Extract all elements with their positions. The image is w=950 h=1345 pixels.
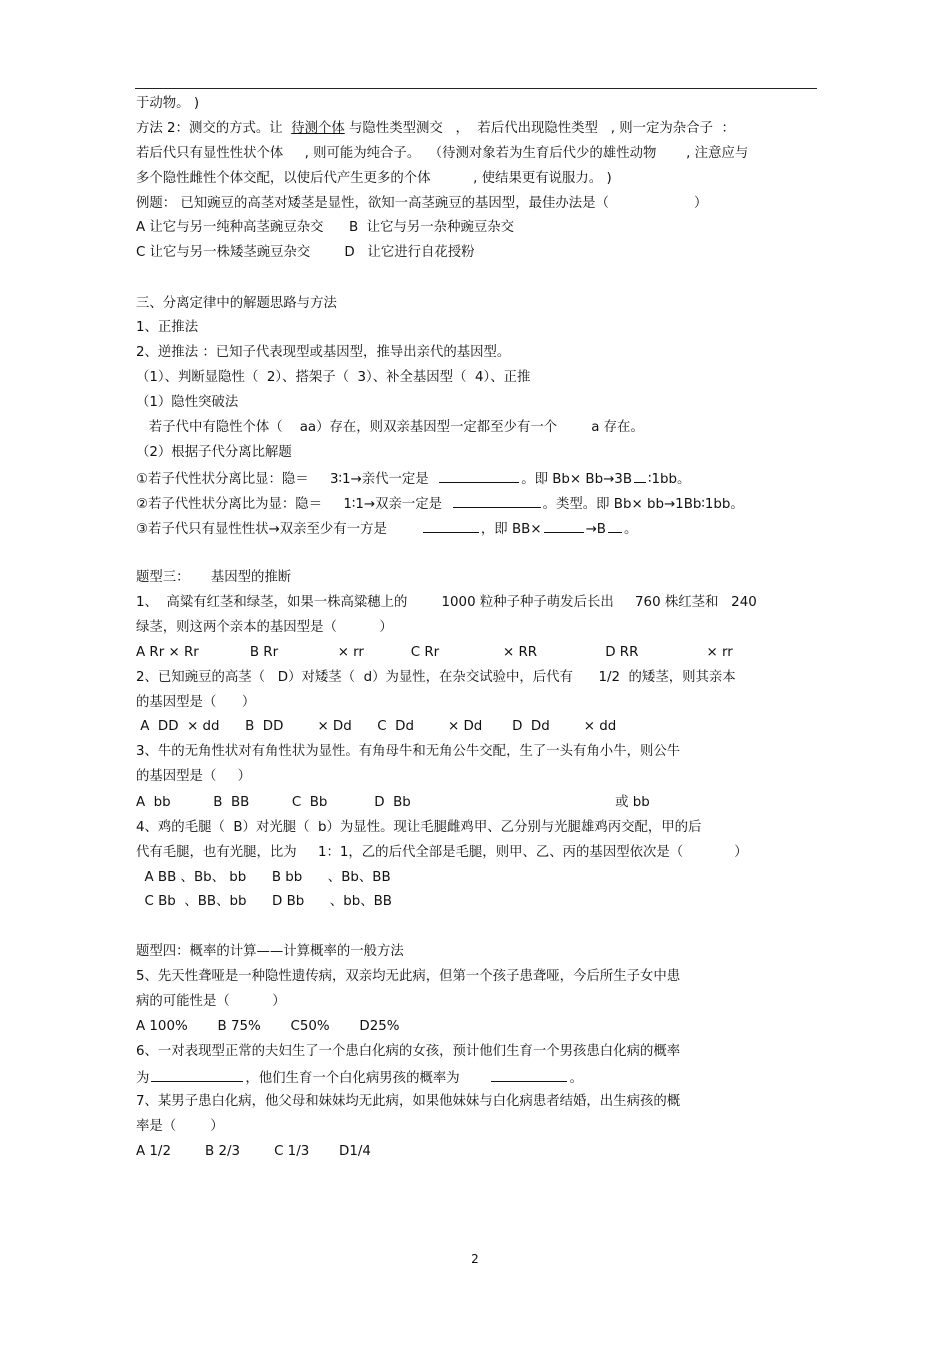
fill-blank: [151, 1068, 243, 1082]
fill-blank: [608, 519, 622, 533]
underlined-term: 待测个体: [291, 121, 345, 136]
page-number: 2: [471, 1252, 479, 1266]
text-line: ②若子代性状分离比为显：隐＝ 1∶1→双亲一定是 。类型。即 Bb× bb→1Bb∶1bb。: [136, 494, 744, 514]
text-line: 若后代只有显性性状个体 , 则可能为纯合子。 （待测对象若为生育后代少的雄性动物 , 注意应与: [136, 146, 749, 161]
text-line: 若子代中有隐性个体（ aa）存在，则双亲基因型一定都至少有一个 a 存在。: [136, 420, 644, 435]
text-line: 方法 2：测交的方式。让 待测个体 与隐性类型测交 ， 若后代出现隐性类型 , 则一定为杂合子 ：: [136, 121, 735, 136]
section-heading: 题型四：概率的计算——计算概率的一般方法: [136, 944, 404, 959]
fill-blank: [634, 469, 646, 483]
question: 1、 高粱有红茎和绿茎，如果一株高粱穗上的 1000 粒种子种子萌发后长出 760 株红茎和 240: [136, 595, 757, 610]
answer-options: A bb B BB C Bb D Bb 或 bb: [136, 795, 650, 810]
question: 7、某男子患白化病，他父母和妹妹均无此病，如果他妹妹与白化病患者结婚，出生病孩的概: [136, 1094, 681, 1109]
answer-options: A BB 、Bb、 bb B bb 、Bb、BB: [136, 870, 391, 885]
question: 4、鸡的毛腿（ B）对光腿（ b）为显性。现让毛腿雌鸡甲、乙分别与光腿雄鸡丙交配，甲的后: [136, 820, 702, 835]
text-line: 多个隐性雌性个体交配，以使后代产生更多的个体 , 使结果更有说服力。 ): [136, 171, 612, 186]
fill-blank: [544, 519, 584, 533]
question: 6、一对表现型正常的夫妇生了一个患白化病的女孩，预计他们生育一个男孩患白化病的概率: [136, 1044, 681, 1059]
fill-blank: [423, 519, 479, 533]
answer-options: C 让它与另一株矮茎豌豆杂交 D 让它进行自花授粉: [136, 245, 475, 260]
question: 5、先天性聋哑是一种隐性遗传病，双亲均无此病，但第一个孩子患聋哑，今后所生子女中患: [136, 969, 681, 984]
text-line: ③若子代只有显性性状→双亲至少有一方是 ，即 BB× →B 。: [136, 519, 637, 539]
text-line: （2）根据子代分离比解题: [136, 445, 292, 460]
text-line: （1）隐性突破法: [136, 395, 239, 410]
header-rule: [135, 88, 817, 89]
text-line: ①若子代性状分离比显：隐＝ 3∶1→亲代一定是 。即 Bb× Bb→3B ∶1bb。: [136, 469, 690, 489]
text-line: 于动物。 ): [136, 96, 200, 111]
example-question: 例题： 已知豌豆的高茎对矮茎是显性，欲知一高茎豌豆的基因型，最佳办法是（ ）: [136, 196, 708, 211]
text-line: 1、正推法: [136, 320, 199, 335]
question: 代有毛腿，也有光腿，比为 1：1，乙的后代全部是毛腿，则甲、乙、丙的基因型依次是（ ）: [136, 845, 748, 860]
question: 的基因型是（ ）: [136, 769, 252, 784]
section-heading: 题型三： 基因型的推断: [136, 570, 292, 585]
answer-options: A 让它与另一纯种高茎豌豆杂交 B 让它与另一杂种豌豆杂交: [136, 220, 515, 235]
fill-blank: [453, 494, 541, 508]
question: 的基因型是（ ）: [136, 695, 256, 710]
text-line: （1）、判断显隐性（ 2）、搭架子（ 3）、补全基因型（ 4）、正推: [136, 370, 531, 385]
question: 2、已知豌豆的高茎（ D）对矮茎（ d）为显性，在杂交试验中，后代有 1/2 的矮茎，则其亲本: [136, 670, 736, 685]
question: 病的可能性是（ ）: [136, 994, 286, 1009]
answer-options: A DD × dd B DD × Dd C Dd × Dd D Dd × dd: [136, 719, 617, 734]
answer-options: A 1/2 B 2/3 C 1/3 D1/4: [136, 1144, 371, 1159]
question: 3、牛的无角性状对有角性状为显性。有角母牛和无角公牛交配，生了一头有角小牛，则公牛: [136, 744, 681, 759]
question: 为 ，他们生育一个白化病男孩的概率为 。: [136, 1068, 583, 1088]
text-line: 2、逆推法 ：已知子代表现型或基因型，推导出亲代的基因型。: [136, 345, 511, 360]
answer-options: C Bb 、BB、bb D Bb 、bb、BB: [136, 894, 392, 909]
fill-blank: [491, 1068, 567, 1082]
fill-blank: [439, 469, 519, 483]
answer-options: A Rr × Rr B Rr × rr C Rr × RR D RR × rr: [136, 645, 733, 660]
question: 率是（ ）: [136, 1119, 224, 1134]
section-heading: 三、分离定律中的解题思路与方法: [136, 296, 337, 311]
question: 绿茎，则这两个亲本的基因型是（ ）: [136, 620, 393, 635]
answer-options: A 100% B 75% C50% D25%: [136, 1019, 400, 1034]
